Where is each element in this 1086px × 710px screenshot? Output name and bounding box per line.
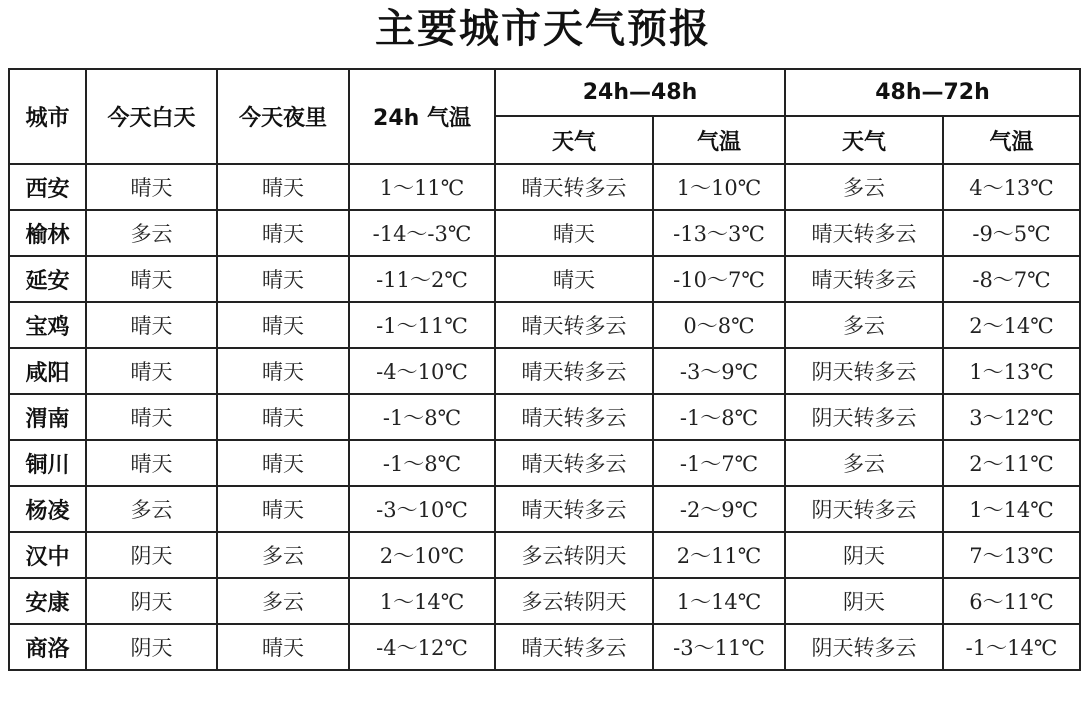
cell-city: 宝鸡 [9, 302, 86, 348]
cell-weather-48: 晴天转多云 [495, 394, 653, 440]
cell-weather-48: 晴天 [495, 210, 653, 256]
cell-day: 阴天 [86, 532, 217, 578]
cell-day: 晴天 [86, 348, 217, 394]
header-temp-72: 气温 [943, 116, 1080, 164]
cell-weather-48: 晴天转多云 [495, 348, 653, 394]
cell-weather-48: 多云转阴天 [495, 578, 653, 624]
cell-temp-24h: -1～11℃ [349, 302, 495, 348]
cell-temp-72: 1～13℃ [943, 348, 1080, 394]
cell-temp-48: -1～8℃ [653, 394, 785, 440]
cell-city: 铜川 [9, 440, 86, 486]
header-range-48-72: 48h—72h [785, 69, 1080, 116]
cell-temp-48: 1～10℃ [653, 164, 785, 210]
page-title: 主要城市天气预报 [375, 6, 711, 52]
cell-temp-72: 6～11℃ [943, 578, 1080, 624]
cell-temp-72: -8～7℃ [943, 256, 1080, 302]
cell-temp-48: 1～14℃ [653, 578, 785, 624]
cell-day: 阴天 [86, 578, 217, 624]
cell-night: 多云 [217, 532, 349, 578]
cell-night: 晴天 [217, 164, 349, 210]
cell-night: 晴天 [217, 302, 349, 348]
cell-temp-24h: -3～10℃ [349, 486, 495, 532]
cell-city: 延安 [9, 256, 86, 302]
table-row [9, 486, 1080, 532]
cell-temp-24h: -14～-3℃ [349, 210, 495, 256]
table-row [9, 532, 1080, 578]
cell-temp-24h: 1～14℃ [349, 578, 495, 624]
cell-day: 晴天 [86, 440, 217, 486]
cell-temp-48: -2～9℃ [653, 486, 785, 532]
cell-weather-72: 阴天转多云 [785, 394, 943, 440]
cell-city: 咸阳 [9, 348, 86, 394]
cell-city: 安康 [9, 578, 86, 624]
cell-temp-48: -13～3℃ [653, 210, 785, 256]
cell-temp-72: 4～13℃ [943, 164, 1080, 210]
cell-night: 多云 [217, 578, 349, 624]
cell-weather-72: 阴天转多云 [785, 486, 943, 532]
cell-weather-48: 晴天转多云 [495, 164, 653, 210]
header-range-24-48: 24h—48h [495, 69, 785, 116]
cell-city: 汉中 [9, 532, 86, 578]
cell-temp-48: -3～9℃ [653, 348, 785, 394]
cell-night: 晴天 [217, 210, 349, 256]
cell-night: 晴天 [217, 440, 349, 486]
cell-weather-48: 晴天转多云 [495, 624, 653, 670]
table-row [9, 624, 1080, 670]
cell-temp-48: -10～7℃ [653, 256, 785, 302]
cell-weather-72: 多云 [785, 164, 943, 210]
cell-night: 晴天 [217, 256, 349, 302]
cell-city: 商洛 [9, 624, 86, 670]
cell-temp-48: 0～8℃ [653, 302, 785, 348]
cell-temp-72: 1～14℃ [943, 486, 1080, 532]
cell-day: 多云 [86, 486, 217, 532]
cell-city: 渭南 [9, 394, 86, 440]
table-body [9, 164, 1080, 670]
cell-city: 西安 [9, 164, 86, 210]
cell-day: 多云 [86, 210, 217, 256]
cell-day: 晴天 [86, 256, 217, 302]
cell-temp-24h: -4～10℃ [349, 348, 495, 394]
cell-day: 晴天 [86, 394, 217, 440]
table-row [9, 394, 1080, 440]
cell-temp-72: 2～14℃ [943, 302, 1080, 348]
table-row [9, 302, 1080, 348]
cell-weather-72: 阴天转多云 [785, 624, 943, 670]
cell-weather-72: 阴天 [785, 532, 943, 578]
header-weather-48: 天气 [495, 116, 653, 164]
header-city: 城市 [9, 69, 86, 164]
cell-temp-72: 7～13℃ [943, 532, 1080, 578]
cell-city: 榆林 [9, 210, 86, 256]
cell-temp-72: 3～12℃ [943, 394, 1080, 440]
cell-temp-24h: 1～11℃ [349, 164, 495, 210]
cell-temp-72: 2～11℃ [943, 440, 1080, 486]
cell-temp-72: -1～14℃ [943, 624, 1080, 670]
cell-day: 阴天 [86, 624, 217, 670]
table-row [9, 256, 1080, 302]
cell-weather-72: 晴天转多云 [785, 210, 943, 256]
cell-temp-48: -3～11℃ [653, 624, 785, 670]
cell-weather-48: 晴天转多云 [495, 440, 653, 486]
table-row [9, 578, 1080, 624]
cell-temp-48: -1～7℃ [653, 440, 785, 486]
table-row [9, 440, 1080, 486]
table-row [9, 348, 1080, 394]
cell-weather-72: 阴天转多云 [785, 348, 943, 394]
header-temp-48: 气温 [653, 116, 785, 164]
cell-temp-48: 2～11℃ [653, 532, 785, 578]
cell-temp-24h: -1～8℃ [349, 394, 495, 440]
cell-temp-24h: -1～8℃ [349, 440, 495, 486]
cell-temp-24h: 2～10℃ [349, 532, 495, 578]
table-row [9, 210, 1080, 256]
cell-weather-72: 多云 [785, 440, 943, 486]
cell-temp-24h: -4～12℃ [349, 624, 495, 670]
cell-weather-72: 多云 [785, 302, 943, 348]
cell-weather-72: 晴天转多云 [785, 256, 943, 302]
cell-day: 晴天 [86, 302, 217, 348]
cell-weather-48: 晴天 [495, 256, 653, 302]
forecast-table [8, 68, 1081, 671]
cell-weather-72: 阴天 [785, 578, 943, 624]
cell-day: 晴天 [86, 164, 217, 210]
header-today-day: 今天白天 [86, 69, 217, 164]
header-weather-72: 天气 [785, 116, 943, 164]
cell-weather-48: 晴天转多云 [495, 486, 653, 532]
cell-night: 晴天 [217, 486, 349, 532]
cell-weather-48: 多云转阴天 [495, 532, 653, 578]
cell-night: 晴天 [217, 624, 349, 670]
cell-city: 杨凌 [9, 486, 86, 532]
header-temp-24h: 24h 气温 [349, 69, 495, 164]
cell-temp-24h: -11～2℃ [349, 256, 495, 302]
cell-temp-72: -9～5℃ [943, 210, 1080, 256]
cell-night: 晴天 [217, 394, 349, 440]
cell-night: 晴天 [217, 348, 349, 394]
cell-weather-48: 晴天转多云 [495, 302, 653, 348]
header-today-night: 今天夜里 [217, 69, 349, 164]
table-row [9, 164, 1080, 210]
